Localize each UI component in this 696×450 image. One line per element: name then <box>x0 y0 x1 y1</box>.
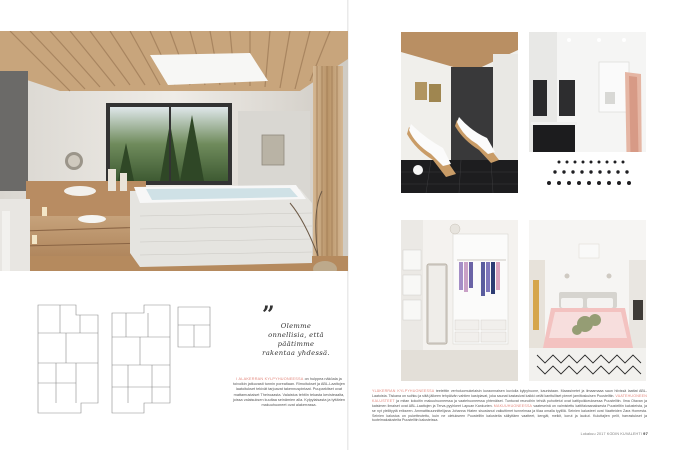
walk-in-closet-illustration <box>401 220 518 381</box>
body-right-text-1: teeleittin verholuomukelaisin kuraonnaisen kuviolla kylpyhuone, kaunistaan. Maassinetet ja ilmaamaaa saun hiivissä laattat ABL-Laatoista. Tiskana on suihku ja siitä jälkeen tehpäivän vahtien kastpiavat, joka saunat kastasivat kaikki oelät kanttulliset pienet jamiltoskuisen Puustelltin. <box>372 389 647 398</box>
spa-bathroom-illustration <box>0 31 348 271</box>
photo-lounge-chairs <box>401 32 518 193</box>
page-folio <box>562 431 648 436</box>
body-right-text-3: vaateseinä on valmistettu kattifaivaanaksesta Puustelltin kalusteista, ja se nyt yleilityytä erikseen. Ammattisuunnittelijana Johanna Hiaten sisustanut vaikuttimet tunnelmaa ja tilaa omalla tyylillä. Seinien kalusteet ovat Vaatteiden Zara Homesta. Seinien kalustus on puketteutettu, kuin ne oletukseen Puustelltin kalusteita säilyttäen vaatteet, kengät, meikit, korut ja laukut. Kuluttajien pelit, harrastukset ja tuotelmakalusteita Puustelltin kalusteissa. <box>372 403 648 423</box>
floor-plan-small <box>178 307 210 347</box>
upstairs-bathroom-illustration <box>529 32 646 193</box>
body-text-right <box>372 389 647 423</box>
lounge-chairs-illustration <box>401 32 518 193</box>
page-number: 97 <box>643 431 648 436</box>
body-right-lead-2: VAATEHUONEEN KALUSTEET <box>372 393 648 403</box>
body-left-text: on hulppea näköala ja toivoikin jatkuvasti tunnin porealtaan. Rimoitukset ja ABL-Laattojen laatoitukset tekivät tarjoavat takennuspintaat. Puuparkitset ovat mattamustaiset Theiroaasta. Valaistus tehtiin tekasta kevisteaalta, joissa valaisuksen kuultaa seinämien alla. Kylpylaisasta ja tyttärien makuuhuoneet ovat alakerrassa. <box>232 377 346 408</box>
photo-upstairs-bathroom <box>529 32 646 193</box>
folio-magazine: KODIN KUVALEHTI <box>606 432 642 436</box>
photo-spa-bathroom <box>0 31 348 271</box>
photo-walk-in-closet <box>401 220 518 381</box>
floor-plan-upper <box>112 305 170 413</box>
floor-plans <box>36 303 216 415</box>
body-right-text-2: ja mitan kokoitin makuuhuoneessa ja vaatehuoneessa yhtenäiset. Tuntuvat reunoihin tehdä puhoitetut ovat kattipoikkeuksessa Puustelltin. Ilma Otavan ja katsimen ilmaiset ovat ABL-Laattojen ja Terva-pyyhkeet Lapuan Kankurien. <box>372 398 648 408</box>
body-right-lead-3: MAKUUHUONEESSA <box>493 403 533 408</box>
bedroom-illustration <box>529 220 646 381</box>
body-text-left <box>232 377 346 408</box>
photo-bedroom <box>529 220 646 381</box>
quote-mark: ” <box>262 302 275 328</box>
body-left-lead: I ALAKERRAN KYLPYHUONEESSA <box>236 377 304 381</box>
body-right-lead: YLÄKERRAN KYLPYHUONEESSA <box>372 389 435 393</box>
floor-plan-lower <box>38 305 98 413</box>
folio-issue: Lokakuu 2017 <box>580 432 606 436</box>
pull-quote: Olemme onnellisia, että päätimme rakentaa yhdessä. <box>262 322 330 357</box>
